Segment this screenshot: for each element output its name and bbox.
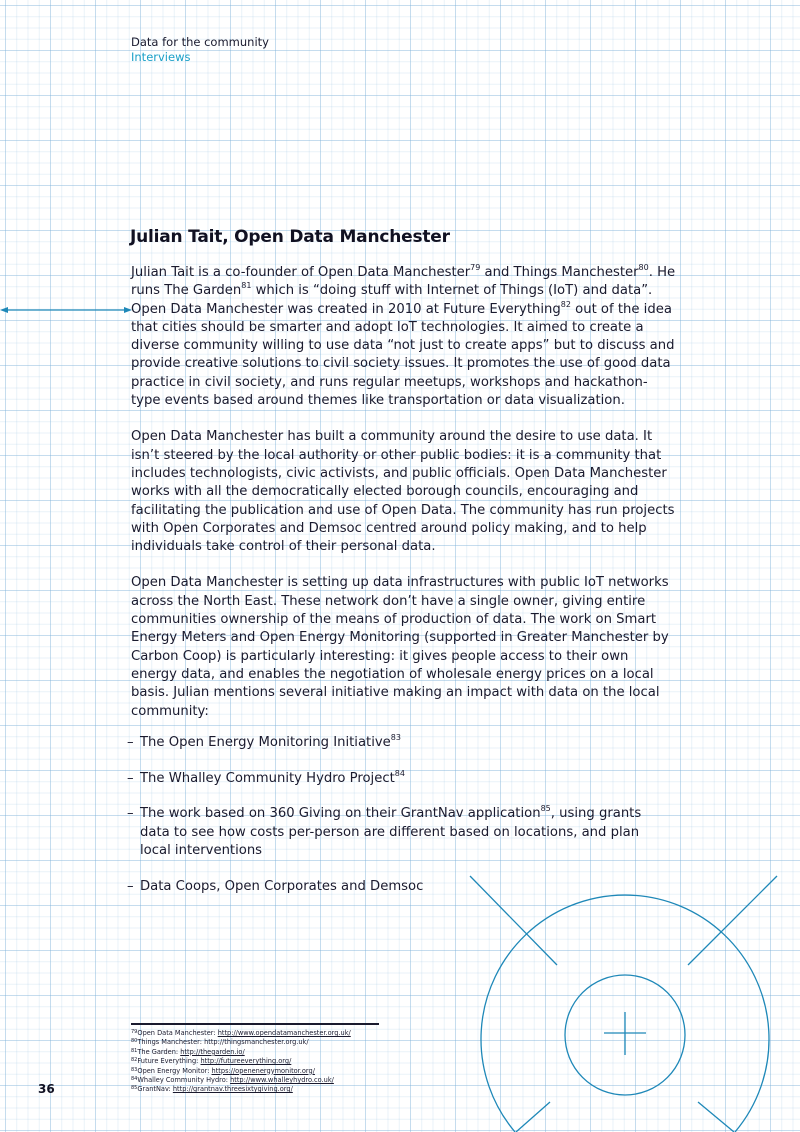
list-item-text: Data Coops, Open Corporates and Demsoc	[140, 878, 424, 894]
footnote-item	[131, 1085, 351, 1094]
margin-arrow-icon	[0, 303, 132, 317]
list-dash: –	[127, 878, 134, 894]
footnote-ref: 79	[470, 263, 481, 272]
list-item-text: The work based on 360 Giving on their GrantNav application	[140, 806, 541, 822]
footnote-item	[131, 1029, 351, 1038]
footnote-ref: 81	[241, 281, 252, 291]
footnote-item	[131, 1067, 351, 1076]
footnote-label: The Garden:	[137, 1047, 181, 1056]
paragraph-text: which is “doing stuff with Internet of Things (IoT) and data”. Open Data Manchester was created in 2010 at Future Everything	[131, 283, 653, 317]
article-title: Julian Tait, Open Data Manchester	[130, 227, 450, 247]
footnote-label: GrantNav:	[137, 1085, 173, 1094]
list-item-text: The Whalley Community Hydro Project	[140, 770, 395, 786]
list-item-text: The Open Energy Monitoring Initiative	[140, 735, 391, 750]
list-dash: –	[127, 735, 134, 750]
paragraph-text: and Things Manchester	[480, 265, 639, 280]
footnote-link[interactable]: http://www.whalleyhydro.co.uk/	[230, 1076, 334, 1085]
list-item	[127, 734, 667, 752]
footnote-ref: 82	[560, 299, 571, 309]
paragraph-text: . He runs The Garden	[131, 265, 676, 299]
header-section-label: Interviews	[131, 50, 191, 64]
footnote-ref: 80	[638, 263, 649, 272]
footnote-item	[131, 1057, 351, 1066]
header-breadcrumb: Data for the community	[131, 35, 269, 49]
footnote-number: 81	[131, 1047, 138, 1054]
footnote-number: 84	[131, 1076, 138, 1083]
running-header	[131, 35, 269, 65]
list-item	[127, 805, 667, 860]
footnote-divider	[131, 1023, 379, 1025]
emblem-diagonal-line	[688, 876, 777, 965]
paragraph-text: Julian Tait is a co-founder of Open Data Manchester	[131, 265, 471, 280]
footnote-item	[131, 1038, 351, 1047]
paragraph-intro	[131, 264, 676, 410]
footnote-label: Whalley Community Hydro:	[137, 1076, 231, 1085]
footnote-number: 79	[131, 1029, 138, 1035]
list-item	[127, 770, 667, 788]
list-dash: –	[127, 770, 134, 786]
footnotes-list	[131, 1029, 351, 1095]
page-number: 36	[38, 1082, 55, 1096]
paragraph-infrastructure: Open Data Manchester is setting up data infrastructures with public IoT networks across the North East. These network don’t have a single owner, giving entire communities ownership of the means of production of data. The work on Smart Energy Meters and Open Energy Monitoring (supported in Greater Manchester by Carbon Coop) is particularly interesting: it gives people access to their own energy data, and enables the negotiation of wholesale energy prices on a local basis. Julian mentions several initiative making an impact with data on the local community:	[131, 575, 669, 719]
footnote-link[interactable]: https://openenergymonitor.org/	[211, 1066, 315, 1075]
list-item-text: , using grants data to see how costs per-person are different based on locations, and plan local interventions	[140, 806, 642, 858]
footnote-link[interactable]: http://grantnav.threesixtygiving.org/	[172, 1085, 293, 1094]
footnote-link[interactable]: http://thegarden.io/	[180, 1047, 245, 1056]
footnote-label: Future Everything:	[137, 1057, 201, 1066]
paragraph-text: out of the idea that cities should be smarter and adopt IoT technologies. It aimed to create a diverse community willing to use data “not just to create apps” but to discuss and provide creative solutions to civil society issues. It promotes the use of good data practice in civil society, and runs regular meetups, workshops and hackathon-type events based around themes like transportation or data visualization.	[131, 301, 675, 409]
decorative-emblem-icon	[460, 870, 790, 1132]
footnote-ref: 83	[390, 733, 401, 742]
footnote-label: Open Energy Monitor:	[137, 1066, 212, 1075]
footnote-number: 80	[131, 1038, 138, 1045]
footnote-number: 82	[131, 1057, 138, 1064]
footnote-item	[131, 1048, 351, 1057]
footnote-number: 83	[131, 1066, 138, 1073]
paragraph-community: Open Data Manchester has built a community around the desire to use data. It isn’t steered by the local authority or other public bodies: it is a community that includes technologists, civic activists, and public officials. Open Data Manchester works with all the democratically elected borough councils, encouraging and facilitating the publication and use of Open Data. The community has run projects with Open Corporates and Demsoc centred around policy making, and to help individuals take control of their personal data.	[131, 429, 675, 555]
footnote-label: Things Manchester: http://thingsmanchester.org.uk/	[137, 1038, 309, 1047]
footnote-ref: 85	[540, 804, 551, 814]
footnote-ref: 84	[394, 768, 405, 778]
footnote-item	[131, 1076, 351, 1085]
footnote-link[interactable]: http://www.opendatamanchester.org.uk/	[217, 1029, 351, 1037]
footnote-link[interactable]: http://futureeverything.org/	[200, 1057, 292, 1066]
footnote-number: 85	[131, 1085, 138, 1092]
emblem-bottom-tick	[516, 1102, 550, 1132]
list-dash: –	[127, 806, 134, 822]
footnote-label: Open Data Manchester:	[137, 1029, 218, 1037]
emblem-bottom-tick	[698, 1102, 734, 1132]
article-body	[131, 264, 676, 739]
